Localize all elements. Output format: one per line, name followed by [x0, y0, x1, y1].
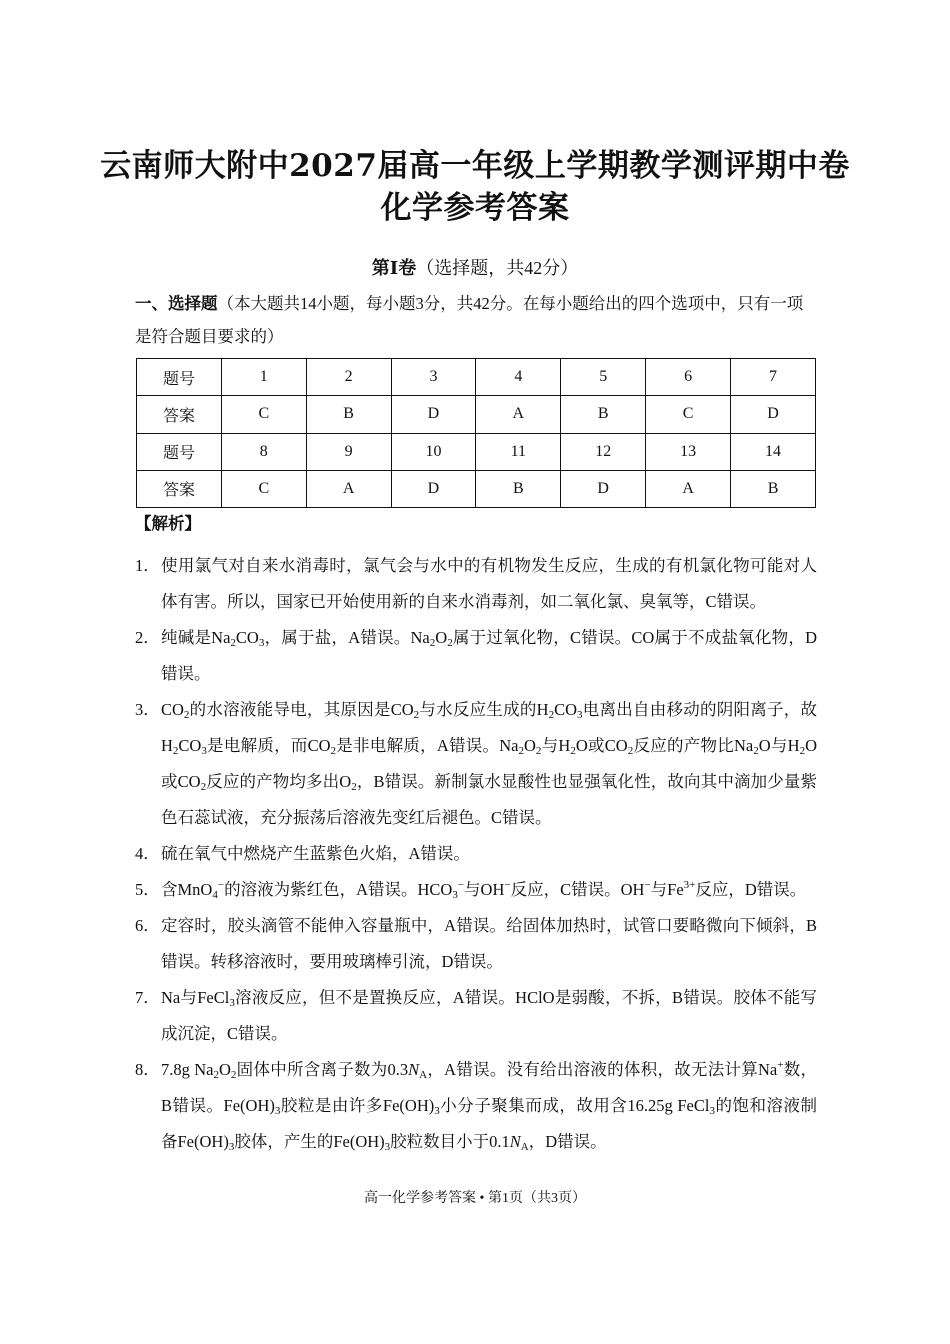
item-number: 5． [135, 880, 160, 899]
table-row [137, 396, 816, 433]
analysis-list [135, 548, 817, 1160]
part-heading [0, 254, 950, 280]
item-text: 硫在氧气中燃烧产生蓝紫色火焰，A错误。 [161, 844, 470, 863]
table-cell: 12 [561, 433, 646, 470]
section-desc: （本大题共14小题，每小题3分，共42分。在每小题给出的四个选项中，只有一项是符合题目要求的） [135, 294, 804, 346]
item-number: 7． [135, 988, 160, 1007]
item-number: 1． [135, 556, 160, 575]
table-cell: A [646, 470, 731, 507]
table-cell: B [561, 396, 646, 433]
table-cell: A [476, 396, 561, 433]
item-text: $CO_2$的水溶液能导电，其原因是$CO_2$与水反应生成的$H_2CO_3$电离出自由移动的阴阳离子，故$H_2CO_3$是电解质，而$CO_2$是非电解质，A错误。$Na_2O_2$与$H_2O$或$CO_2$反应的产物比$Na_2O$与$H_2O$或$CO_2$反应的产物均多出$O_2$，B错误。新制氯水显酸性也显强氧化性，故向其中滴加少量紫色石蕊试液，充分振荡后溶液先变红后褪色。C错误。 [161, 700, 818, 827]
table-cell: 6 [646, 359, 731, 396]
document-subtitle: 化学参考答案 [380, 190, 570, 226]
table-cell: 4 [476, 359, 561, 396]
table-cell: B [306, 396, 391, 433]
row-header-cell: 题号 [137, 359, 222, 396]
part-label: 第Ⅰ卷 [371, 258, 417, 278]
table-cell: C [221, 470, 306, 507]
item-text: 使用氯气对自来水消毒时，氯气会与水中的有机物发生反应，生成的有机氯化物可能对人体有害。所以，国家已开始使用新的自来水消毒剂，如二氧化氯、臭氧等，C错误。 [161, 556, 817, 611]
table-cell: 1 [221, 359, 306, 396]
analysis-item [135, 548, 817, 620]
table-cell: 7 [731, 359, 816, 396]
table-cell: 11 [476, 433, 561, 470]
section-heading: 一、选择题 [135, 294, 218, 313]
table-cell: B [731, 470, 816, 507]
item-text: 含MnO$_4$−的溶液为紫红色，A错误。$HCO_3^-$与OH−反应，C错误。OH−与$Fe^{3+}$反应，D错误。 [161, 879, 807, 901]
table-cell: 5 [561, 359, 646, 396]
analysis-item [135, 836, 817, 872]
table-cell: D [391, 470, 476, 507]
table-row [137, 470, 816, 507]
answer-table [136, 358, 816, 508]
table-cell: C [221, 396, 306, 433]
document-title: 云南师大附中2027届高一年级上学期教学测评期中卷 [100, 148, 850, 184]
table-cell: D [391, 396, 476, 433]
section-intro [135, 287, 817, 353]
item-text: 定容时，胶头滴管不能伸入容量瓶中，A错误。给固体加热时，试管口要略微向下倾斜，B错误。转移溶液时，要用玻璃棒引流，D错误。 [161, 916, 817, 971]
analysis-label: 【解析】 [135, 514, 201, 533]
page-footer: 高一化学参考答案 • 第1页（共3页） [364, 1191, 586, 1206]
item-number: 3． [135, 700, 160, 719]
analysis-item [135, 908, 817, 980]
table-cell: 9 [306, 433, 391, 470]
table-cell: 3 [391, 359, 476, 396]
table-row [137, 359, 816, 396]
item-number: 8． [135, 1060, 160, 1079]
analysis-item [135, 1052, 817, 1160]
table-cell: B [476, 470, 561, 507]
item-number: 2． [135, 628, 160, 647]
item-text: Na与FeCl$_3$溶液反应，但不是置换反应，A错误。HClO是弱酸，不拆，B错误。胶体不能写成沉淀，C错误。 [161, 988, 817, 1043]
table-cell: 8 [221, 433, 306, 470]
analysis-item [135, 620, 817, 692]
table-cell: 13 [646, 433, 731, 470]
table-cell: A [306, 470, 391, 507]
item-text: 7.8g $Na_2O_2$固体中所含离子数为$0.3N_A$，A错误。没有给出溶液的体积，故无法计算Na+数，B错误。$Fe(OH)_3$胶粒是由许多$Fe(OH)_3$小分子聚集而成，故用含16.25g FeCl$_3$的饱和溶液制备$Fe(OH)_3$胶体，产生的$Fe(OH)_3$胶粒数目小于$0.1N_A$，D错误。 [161, 1059, 818, 1153]
row-header-cell: 答案 [137, 396, 222, 433]
table-row [137, 433, 816, 470]
table-cell: D [731, 396, 816, 433]
item-number: 4． [135, 844, 160, 863]
table-cell: 14 [731, 433, 816, 470]
item-number: 6． [135, 916, 160, 935]
analysis-item [135, 872, 817, 908]
table-cell: D [561, 470, 646, 507]
table-cell: 2 [306, 359, 391, 396]
table-cell: C [646, 396, 731, 433]
row-header-cell: 答案 [137, 470, 222, 507]
part-desc: （选择题，共42分） [416, 258, 579, 278]
table-cell: 10 [391, 433, 476, 470]
row-header-cell: 题号 [137, 433, 222, 470]
analysis-item [135, 980, 817, 1052]
item-text: 纯碱是$Na_2CO_3$，属于盐，A错误。$Na_2O_2$属于过氧化物，C错误。CO属于不成盐氧化物，D错误。 [161, 628, 817, 683]
analysis-item [135, 692, 817, 836]
